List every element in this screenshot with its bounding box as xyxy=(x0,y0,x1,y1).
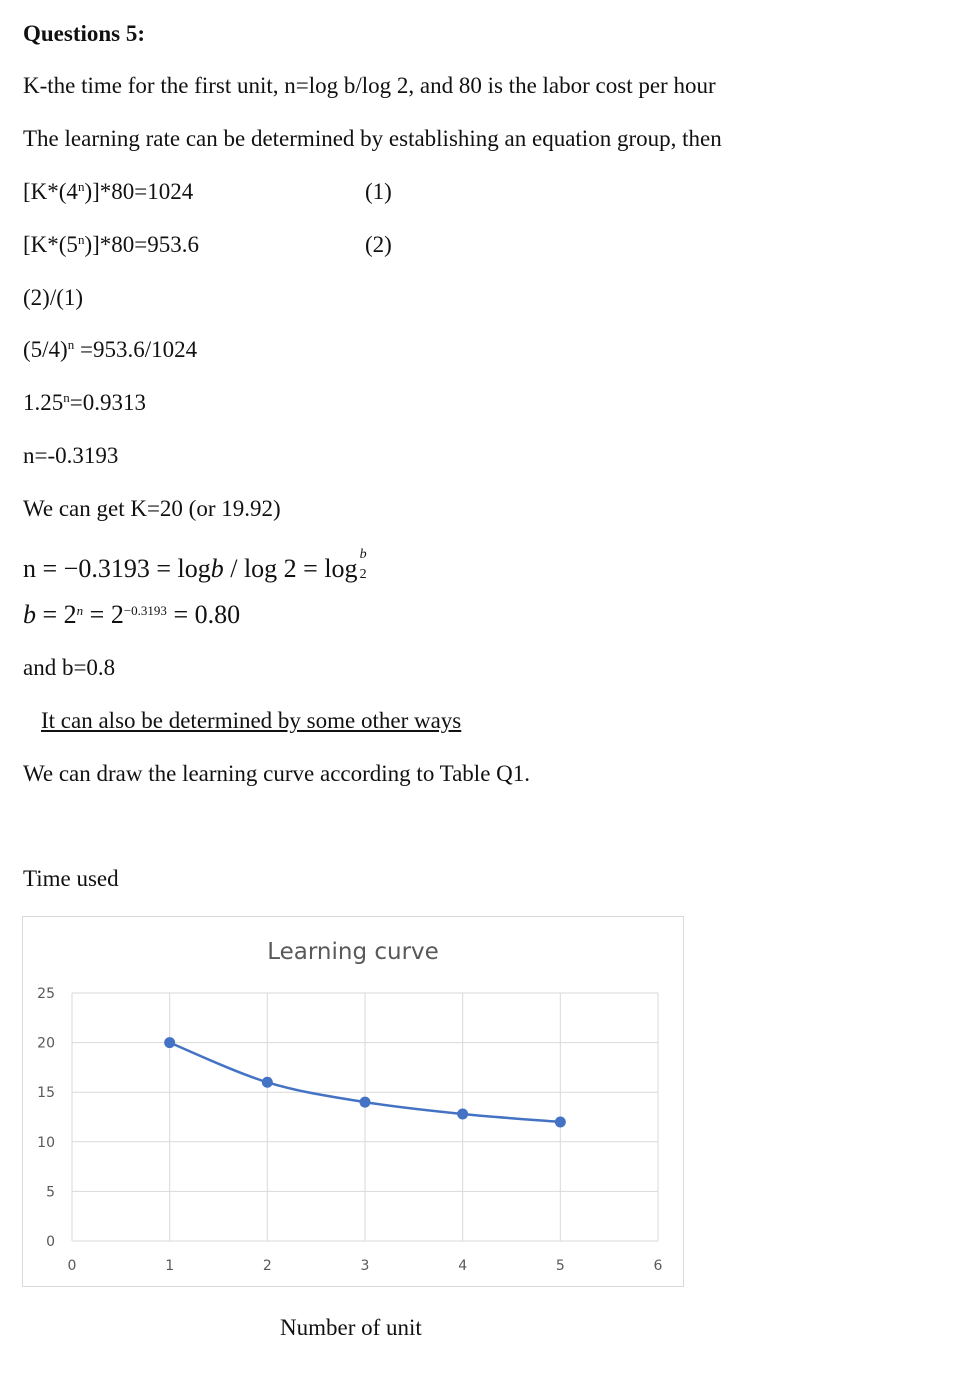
math-line-1 xyxy=(23,547,372,583)
x-tick-label: 2 xyxy=(262,1258,272,1274)
y-tick-label: 5 xyxy=(46,1184,55,1201)
m1-part-a: n = −0.3193 = log xyxy=(23,554,211,583)
data-point xyxy=(555,1116,566,1127)
x-tick-label: 4 xyxy=(458,1258,468,1274)
method-line: The learning rate can be determined by establishing an equation group, then xyxy=(23,126,722,151)
chart-svg xyxy=(23,917,685,1288)
ratio-step xyxy=(23,338,197,361)
eq2-superscript: n xyxy=(77,232,85,247)
m2-part-a: b xyxy=(23,600,36,629)
definition-line: K-the time for the first unit, n=log b/log 2, and 80 is the labor cost per hour xyxy=(23,73,716,98)
eq1-part-a: [K*(4 xyxy=(23,179,78,204)
learning-curve-chart xyxy=(22,916,684,1287)
x-tick-label: 0 xyxy=(67,1258,77,1274)
equation-1 xyxy=(23,180,193,203)
power-step xyxy=(23,391,146,414)
ratio-superscript: n xyxy=(67,337,75,352)
data-point xyxy=(457,1109,468,1120)
x-tick-label: 6 xyxy=(653,1258,663,1274)
power-part-b: =0.9313 xyxy=(69,390,146,415)
power-superscript: n xyxy=(63,390,70,405)
chart-title: Learning curve xyxy=(267,939,439,965)
y-tick-label: 10 xyxy=(37,1134,55,1151)
x-tick-label: 5 xyxy=(555,1258,565,1274)
m2-sup-n: n xyxy=(76,603,84,618)
x-tick-label: 1 xyxy=(165,1258,175,1274)
ratio-part-a: (5/4) xyxy=(23,337,68,362)
y-axis-caption: Time used xyxy=(23,866,119,891)
m2-part-b: = 2 xyxy=(36,600,77,629)
m2-part-d: = 0.80 xyxy=(166,600,241,629)
equation-2-number: (2) xyxy=(365,232,392,257)
x-tick-label: 3 xyxy=(360,1258,370,1274)
eq1-part-b: )]*80=1024 xyxy=(84,179,194,204)
m1-part-c: / log 2 = log xyxy=(223,554,358,583)
y-tick-label: 0 xyxy=(46,1234,55,1250)
x-axis-caption: Number of unit xyxy=(280,1315,422,1340)
eq2-part-b: )]*80=953.6 xyxy=(84,232,199,257)
b-value: and b=0.8 xyxy=(23,655,116,680)
m1-log-base xyxy=(358,547,372,582)
power-part-a: 1.25 xyxy=(23,390,64,415)
m1-log-sub: 2 xyxy=(359,567,367,582)
m1-part-b: b xyxy=(210,554,224,583)
m2-sup-exp: −0.3193 xyxy=(123,603,167,618)
division-step: (2)/(1) xyxy=(23,285,84,310)
data-point xyxy=(262,1077,273,1088)
question-heading: Questions 5: xyxy=(23,21,146,46)
y-tick-label: 25 xyxy=(37,986,55,1002)
data-point xyxy=(360,1097,371,1108)
data-point xyxy=(164,1037,175,1048)
math-line-2 xyxy=(23,602,240,628)
n-value: n=-0.3193 xyxy=(23,443,119,468)
y-tick-label: 20 xyxy=(37,1035,55,1052)
ratio-part-b: =953.6/1024 xyxy=(74,337,198,362)
other-ways-line: It can also be determined by some other ways xyxy=(41,708,462,733)
y-tick-label: 15 xyxy=(37,1085,55,1102)
eq1-superscript: n xyxy=(77,179,85,194)
eq2-part-a: [K*(5 xyxy=(23,232,78,257)
equation-1-number: (1) xyxy=(365,179,392,204)
k-value: We can get K=20 (or 19.92) xyxy=(23,496,281,521)
equation-2 xyxy=(23,233,199,256)
draw-curve-line: We can draw the learning curve according to Table Q1. xyxy=(23,761,531,786)
m1-log-sup: b xyxy=(359,547,367,562)
m2-part-c: = 2 xyxy=(83,600,124,629)
